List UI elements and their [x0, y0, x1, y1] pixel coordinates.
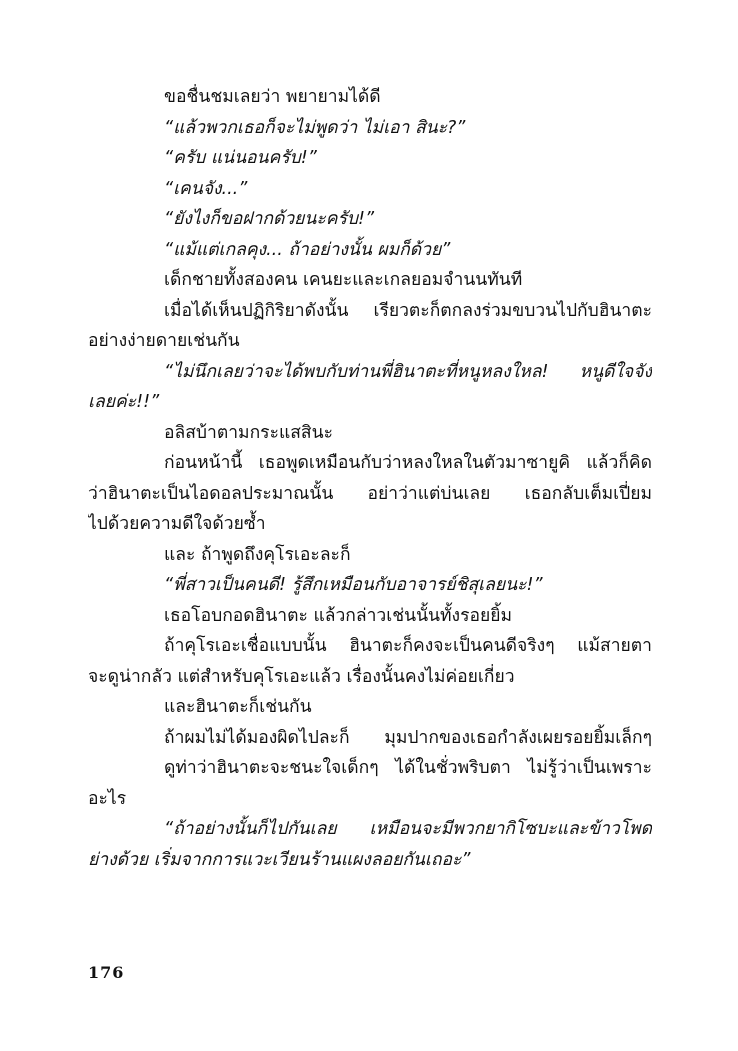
- page-number: 176: [88, 963, 125, 982]
- text-line: จะดูน่ากลัว แต่สำหรับคุโรเอะแล้ว เรื่องนั้นคงไม่ค่อยเกี่ยว: [88, 666, 515, 687]
- text-line: ถ้าคุโรเอะเชื่อแบบนั้น ฮินาตะก็คงจะเป็นคนดีจริงๆ แม้สายตา: [164, 636, 652, 656]
- text-line: อะไร: [88, 788, 127, 809]
- text-line: และ ถ้าพูดถึงคุโรเอะละก็: [164, 544, 351, 565]
- body-text: [88, 82, 652, 875]
- text-line: เมื่อได้เห็นปฏิกิริยาดังนั้น เรียวตะก็ตกลงร่วมขบวนไปกับฮินาตะ: [164, 300, 652, 321]
- text-line: “ถ้าอย่างนั้นก็ไปกันเลย เหมือนจะมีพวกยากิโซบะและข้าวโพด: [164, 819, 652, 839]
- text-line: อย่างง่ายดายเช่นกัน: [88, 331, 240, 351]
- text-line: “พี่สาวเป็นคนดี! รู้สึกเหมือนกับอาจารย์ชิสุเลยนะ!”: [164, 575, 543, 595]
- text-line: เธอโอบกอดฮินาตะ แล้วกล่าวเช่นนั้นทั้งรอยยิ้ม: [164, 605, 513, 626]
- text-line: “ครับ แน่นอนครับ!”: [164, 148, 317, 168]
- text-line: ไปด้วยความดีใจด้วยซ้ำ: [88, 514, 266, 534]
- text-line: เด็กชายทั้งสองคน เคนยะและเกลยอมจำนนทันที: [164, 270, 523, 290]
- text-line: อลิสบ้าตามกระแสสินะ: [164, 422, 333, 443]
- text-line: ก่อนหน้านี้ เธอพูดเหมือนกับว่าหลงใหลในตัวมาซายูคิ แล้วก็คิด: [164, 453, 652, 473]
- text-line: และฮินาตะก็เช่นกัน: [164, 697, 312, 717]
- text-line: ว่าฮินาตะเป็นไอดอลประมาณนั้น อย่าว่าแต่บ่นเลย เธอกลับเต็มเปี่ยม: [88, 483, 652, 504]
- text-line: เลยค่ะ!!”: [88, 392, 160, 412]
- text-line: “ไม่นึกเลยว่าจะได้พบกับท่านพี่ฮินาตะที่หนูหลงใหล! หนูดีใจจัง: [164, 361, 652, 382]
- text-line: “เคนจัง...”: [164, 178, 248, 199]
- text-line: “แม้แต่เกลคุง... ถ้าอย่างนั้น ผมก็ด้วย”: [164, 239, 451, 260]
- text-line: “ยังไงก็ขอฝากด้วยนะครับ!”: [164, 209, 375, 229]
- text-line: ย่างด้วย เริ่มจากการแวะเวียนร้านแผงลอยกันเถอะ”: [88, 849, 471, 870]
- text-line: ดูท่าว่าฮินาตะจะชนะใจเด็กๆ ได้ในชั่วพริบตา ไม่รู้ว่าเป็นเพราะ: [164, 758, 652, 778]
- text-line: ถ้าผมไม่ได้มองผิดไปละก็ มุมปากของเธอกำลังเผยรอยยิ้มเล็กๆ: [164, 727, 652, 748]
- text-line: “แล้วพวกเธอก็จะไม่พูดว่า ไม่เอา สินะ?”: [164, 117, 466, 138]
- text-line: ขอชื่นชมเลยว่า พยายามได้ดี: [164, 87, 381, 107]
